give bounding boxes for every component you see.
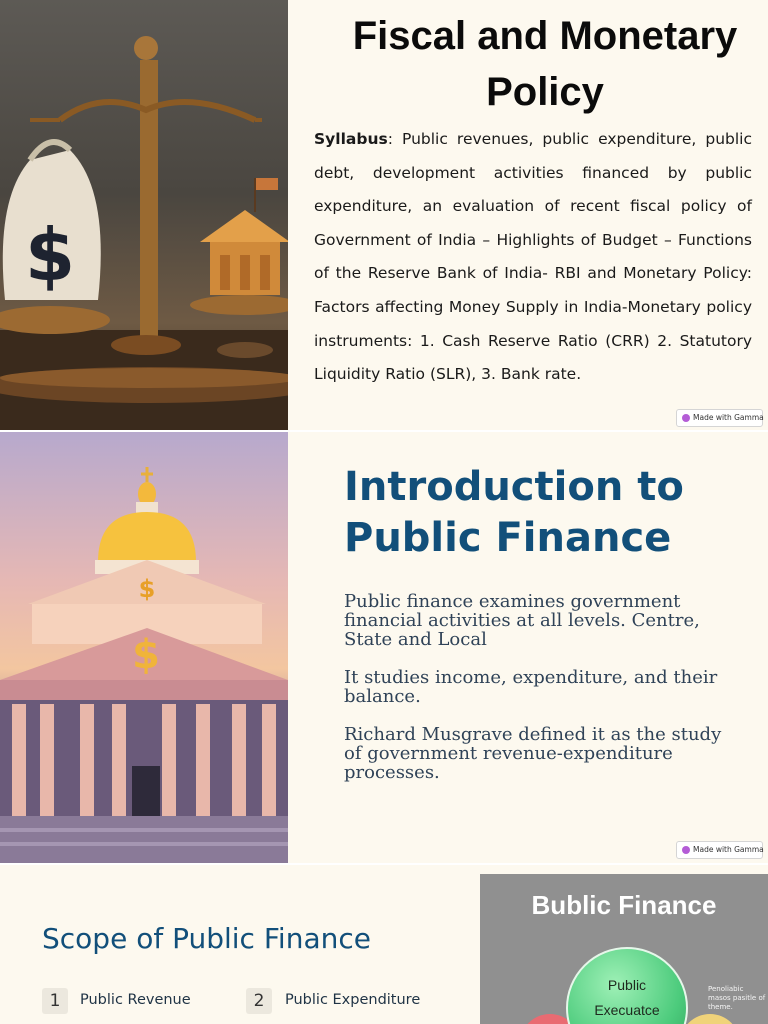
diagram-circle-line1: Public (607, 977, 647, 993)
government-building-image (0, 432, 288, 863)
intro-paragraph: Public finance examines government financial activities at all levels. Centre, State and Local (344, 591, 700, 650)
building-money-symbol-top: $ (138, 575, 156, 603)
bank-building-icon (0, 432, 288, 863)
scope-item-number: 2 (246, 988, 272, 1014)
diagram-note: Penoliabic masos pasitle of theme. (708, 985, 766, 1011)
diagram-circle-line2: Execuatce (594, 1002, 660, 1018)
slide-fiscal-monetary-policy (0, 0, 768, 430)
diagram-circle-main (566, 947, 688, 1024)
money-symbol: $ (24, 213, 76, 297)
balance-scale-icon (0, 0, 288, 430)
slide-scope-public-finance (0, 865, 768, 1024)
scope-title: Scope of Public Finance (42, 922, 371, 955)
intro-paragraph: Richard Musgrave defined it as the study of government revenue-expenditure processes. (344, 724, 722, 783)
public-finance-diagram-image (480, 874, 768, 1024)
made-with-gamma-badge[interactable] (676, 841, 763, 859)
diagram-circle-yellow (680, 1014, 740, 1024)
scope-item-label: Public Expenditure (285, 992, 421, 1008)
intro-paragraph: It studies income, expenditure, and their balance. (344, 667, 718, 707)
scope-item-label: Public Revenue (80, 992, 191, 1008)
syllabus-body: : Public revenues, public expenditure, public debt, development activities financed by public expenditure, an evaluation of recent fiscal policy of Government of India – Highlights of Budget – Functions of the Reserve Bank of India- RBI and Monetary Policy: Factors affecting Money Supply in India-Monetary policy instruments: 1. Cash Reserve Ratio (CRR) 2. Statutory Liquidity Ratio (SLR), 3. Bank rate. (314, 130, 752, 384)
scope-item-number: 1 (42, 988, 68, 1014)
building-money-symbol-main: $ (132, 632, 160, 678)
badge-label: Made with Gamma (693, 413, 764, 422)
balance-scale-image (0, 0, 288, 430)
syllabus-text (314, 123, 752, 392)
syllabus-label: Syllabus (314, 130, 388, 148)
badge-label: Made with Gamma (693, 845, 764, 854)
diagram-title: Bublic Finance (531, 890, 717, 920)
intro-title: Introduction to Public Finance (344, 464, 684, 561)
gamma-logo-icon (682, 414, 690, 422)
made-with-gamma-badge[interactable] (676, 409, 763, 427)
page-title: Fiscal and Monetary Policy (352, 14, 738, 114)
slide-intro-public-finance (0, 432, 768, 863)
gamma-logo-icon (682, 846, 690, 854)
